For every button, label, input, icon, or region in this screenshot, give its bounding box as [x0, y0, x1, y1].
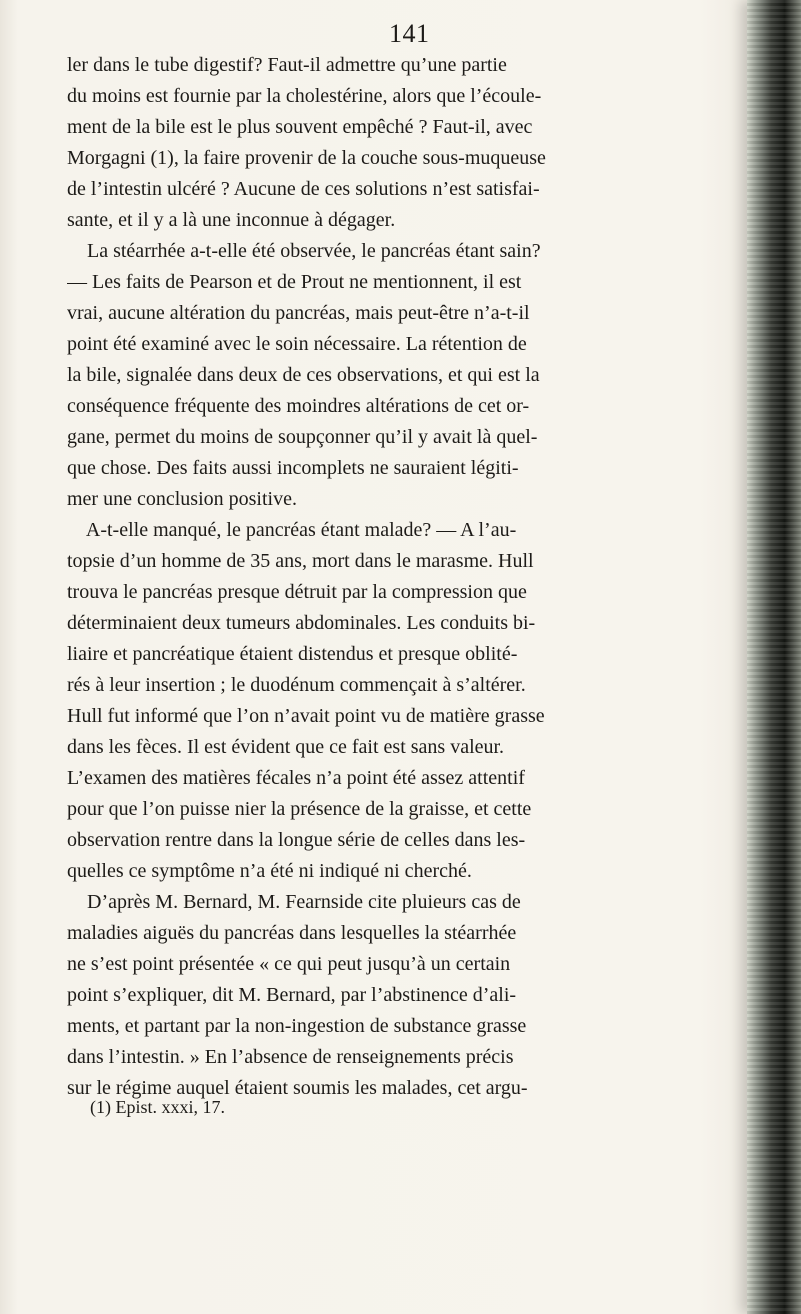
text-line-9: vrai, aucune altération du pancréas, mais peut-être n’a-t-il [67, 302, 530, 324]
text-line-5: de l’intestin ulcéré ? Aucune de ces solutions n’est satisfai- [67, 178, 540, 200]
text-line-17: topsie d’un homme de 35 ans, mort dans le marasme. Hull [67, 550, 534, 572]
text-line-6: sante, et il y a là une inconnue à dégager. [67, 209, 396, 231]
text-line-22: Hull fut informé que l’on n’avait point vu de matière grasse [67, 705, 545, 727]
text-line-34: sur le régime auquel étaient soumis les malades, cet argu- [67, 1077, 528, 1099]
text-line-27: quelles ce symptôme n’a été ni indiqué ni cherché. [67, 860, 472, 882]
text-line-21: rés à leur insertion ; le duodénum commençait à s’altérer. [67, 674, 526, 696]
book-binding-edge [747, 0, 801, 1314]
text-line-15: mer une conclusion positive. [67, 488, 297, 510]
page-number: 141 [389, 19, 430, 48]
text-line-26: observation rentre dans la longue série de celles dans les- [67, 829, 526, 851]
text-line-14: que chose. Des faits aussi incomplets ne sauraient légiti- [67, 457, 519, 479]
text-line-4: Morgagni (1), la faire provenir de la couche sous-muqueuse [67, 147, 546, 169]
footnote: (1) Epist. xxxi, 17. [90, 1097, 225, 1117]
text-line-11: la bile, signalée dans deux de ces observations, et qui est la [67, 364, 540, 386]
text-line-25: pour que l’on puisse nier la présence de la graisse, et cette [67, 798, 532, 820]
text-line-29: maladies aiguës du pancréas dans lesquelles la stéarrhée [67, 922, 517, 944]
text-line-32: ments, et partant par la non-ingestion de substance grasse [67, 1015, 527, 1037]
text-line-20: liaire et pancréatique étaient distendus et presque oblité- [67, 643, 518, 665]
text-line-30: ne s’est point présentée « ce qui peut jusqu’à un certain [67, 953, 511, 975]
text-line-10: point été examiné avec le soin nécessaire. La rétention de [67, 333, 527, 355]
text-line-16: A-t-elle manqué, le pancréas étant malade? — A l’au- [67, 519, 517, 541]
text-line-2: du moins est fournie par la cholestérine, alors que l’écoule- [67, 85, 542, 107]
text-line-33: dans l’intestin. » En l’absence de renseignements précis [67, 1046, 514, 1068]
text-line-31: point s’expliquer, dit M. Bernard, par l’abstinence d’ali- [67, 984, 517, 1006]
text-line-1: ler dans le tube digestif? Faut-il admettre qu’une partie [67, 54, 507, 76]
text-line-12: conséquence fréquente des moindres altérations de cet or- [67, 395, 530, 417]
text-line-3: ment de la bile est le plus souvent empêché ? Faut-il, avec [67, 116, 533, 138]
body-text [67, 50, 703, 1104]
text-line-19: déterminaient deux tumeurs abdominales. Les conduits bi- [67, 612, 536, 634]
text-line-28: D’après M. Bernard, M. Fearnside cite pluieurs cas de [67, 891, 521, 913]
text-line-13: gane, permet du moins de soupçonner qu’il y avait là quel- [67, 426, 538, 448]
text-line-8: — Les faits de Pearson et de Prout ne mentionnent, il est [67, 271, 522, 293]
text-line-7: La stéarrhée a-t-elle été observée, le pancréas étant sain? [67, 240, 541, 262]
text-line-18: trouva le pancréas presque détruit par la compression que [67, 581, 527, 603]
text-line-23: dans les fèces. Il est évident que ce fait est sans valeur. [67, 736, 505, 758]
text-line-24: L’examen des matières fécales n’a point été assez attentif [67, 767, 525, 789]
